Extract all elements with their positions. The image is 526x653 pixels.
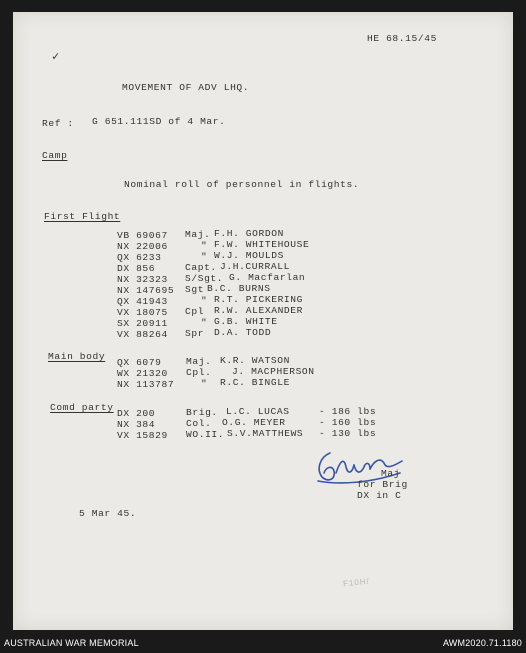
person-name: R.T. PICKERING <box>214 294 304 305</box>
rank: Capt. <box>185 262 217 273</box>
service-number: QX 6079 <box>117 357 162 368</box>
first-flight-heading: First Flight <box>44 211 121 222</box>
service-number: VX 88264 <box>117 329 168 340</box>
service-number: QX 6233 <box>117 252 162 263</box>
person-name: L.C. LUCAS <box>226 406 290 417</box>
ref-value: G 651.111SD of 4 Mar. <box>92 116 226 127</box>
service-number: NX 384 <box>117 419 156 430</box>
person-name: R.C. BINGLE <box>220 377 290 388</box>
person-name: S.V.MATTHEWS <box>227 428 304 439</box>
rank: Maj. <box>186 356 212 367</box>
person-name: G.B. WHITE <box>214 316 278 327</box>
service-number: QX 41943 <box>117 296 168 307</box>
ref-label: Ref : <box>42 118 74 129</box>
rank: " <box>201 251 208 262</box>
footer-institution: AUSTRALIAN WAR MEMORIAL <box>4 638 139 648</box>
service-number: NX 22006 <box>117 241 168 252</box>
pencil-annotation: F10H/ <box>342 576 371 589</box>
rank: Col. <box>186 418 212 429</box>
weight: - 186 lbs <box>319 406 377 417</box>
weight: - 160 lbs <box>319 417 377 428</box>
service-number: VB 69067 <box>117 230 168 241</box>
rank: Sgt <box>185 284 205 295</box>
person-name: K.R. WATSON <box>220 355 290 366</box>
signature-appointment: DX in C <box>357 490 402 501</box>
person-name: R.W. ALEXANDER <box>214 305 304 316</box>
person-name: B.C. BURNS <box>207 283 271 294</box>
person-name: D.A. TODD <box>214 327 272 338</box>
service-number: DX 200 <box>117 408 156 419</box>
signature-rank: Maj <box>381 468 401 479</box>
document-date: 5 Mar 45. <box>79 508 137 519</box>
weight: - 130 lbs <box>319 428 377 439</box>
rank: S/Sgt. <box>185 273 224 284</box>
service-number: VX 15829 <box>117 430 168 441</box>
service-number: SX 20911 <box>117 318 168 329</box>
person-name: J. MACPHERSON <box>232 366 315 377</box>
rank: " <box>201 240 208 251</box>
person-name: J.H.CURRALL <box>220 261 290 272</box>
check-mark: ✓ <box>52 50 60 64</box>
service-number: WX 21320 <box>117 368 168 379</box>
signature-for: for Brig <box>357 479 408 490</box>
person-name: F.H. GORDON <box>214 228 284 239</box>
subtitle: Nominal roll of personnel in flights. <box>124 179 360 190</box>
rank: Cpl. <box>186 367 212 378</box>
file-reference: HE 68.15/45 <box>367 33 437 44</box>
service-number: NX 147695 <box>117 285 175 296</box>
comd-party-heading: Comd party <box>50 402 114 413</box>
footer-accession: AWM2020.71.1180 <box>442 638 522 648</box>
rank: Brig. <box>186 407 218 418</box>
service-number: NX 32323 <box>117 274 168 285</box>
rank: " <box>201 317 208 328</box>
person-name: O.G. MEYER <box>222 417 286 428</box>
person-name: W.J. MOULDS <box>214 250 284 261</box>
main-body-heading: Main body <box>48 351 106 362</box>
camp-heading: Camp <box>42 150 68 161</box>
person-name: G. Macfarlan <box>229 272 306 283</box>
person-name: F.W. WHITEHOUSE <box>214 239 310 250</box>
service-number: VX 18075 <box>117 307 168 318</box>
rank: WO.II. <box>186 429 225 440</box>
service-number: NX 113787 <box>117 379 175 390</box>
rank: Cpl <box>185 306 205 317</box>
document-title: MOVEMENT OF ADV LHQ. <box>122 82 250 93</box>
rank: " <box>201 295 208 306</box>
service-number: DX 856 <box>117 263 156 274</box>
rank: " <box>201 378 208 389</box>
rank: Maj. <box>185 229 211 240</box>
rank: Spr <box>185 328 205 339</box>
